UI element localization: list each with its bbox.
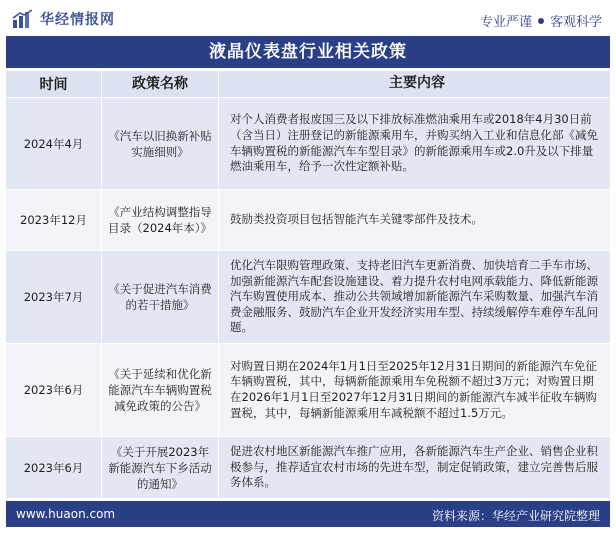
content-cell: 优化汽车限购管理政策、支持老旧汽车更新消费、加快培育二手车市场、加强新能源汽车配套设施建设、着力提升农村电网承载能力、降低新能源汽车购置使用成本、推动公共领域增加新能源汽车采购数量、加强汽车消费金融服务、鼓励汽车企业开发经济实用车型、持续缓解停车难停车乱问题。 (230, 258, 598, 335)
footer-bar (6, 501, 610, 527)
policy-table (6, 71, 610, 499)
slogan-right: 客观科学 (549, 15, 602, 30)
content-cell: 促进农村地区新能源汽车推广应用，各新能源汽车生产企业、销售企业积极参与，推荐适宜农村市场的先进车型，制定促销政策，建立完善售后服务体系。 (230, 444, 598, 490)
table-row (6, 251, 610, 344)
content-cell: 对购置日期在2024年1月1日至2025年12月31日期间的新能源汽车免征车辆购置税，其中，每辆新能源乘用车免税额不超过3万元；对购置日期在2026年1月1日至2027年12月31日期间的新能源汽车减半征收车辆购置税，其中，每辆新能源乘用车减税额不超过1.5万元。 (230, 358, 597, 420)
brand-logo[interactable] (12, 9, 115, 29)
time-cell: 2023年6月 (6, 437, 102, 498)
policy-name-cell: 《关于延续和优化新能源汽车车辆购置税减免政策的公告》 (102, 344, 219, 436)
slogan-left: 专业严谨 (479, 15, 532, 30)
policy-name-cell: 《汽车以旧换新补贴实施细则》 (102, 98, 219, 189)
content-cell: 鼓励类投资项目包括智能汽车关键零部件及技术。 (230, 212, 483, 227)
source-note: 资料来源：华经产业研究院整理 (431, 509, 600, 523)
brand-name: 华经情报网 (40, 12, 115, 28)
policy-name-cell: 《关于促进汽车消费的若干措施》 (102, 251, 219, 343)
time-cell: 2024年4月 (6, 98, 102, 189)
content-cell: 对个人消费者报废国三及以下排放标准燃油乘用车或2018年4月30日前（含当日）注册登记的新能源乘用车，并购买纳入工业和信息化部《减免车辆购置税的新能源汽车车型目录》的新能源乘用车或2.0升及以下排量燃油乘用车，给予一次性定额补贴。 (230, 112, 598, 174)
top-bar (0, 0, 616, 36)
table-row (6, 98, 610, 190)
time-cell: 2023年12月 (6, 190, 102, 250)
column-header-main-content: 主要内容 (389, 75, 445, 92)
table-row (6, 190, 610, 251)
huajing-logo-icon (12, 9, 34, 29)
time-cell: 2023年6月 (6, 344, 102, 436)
bullet-dot-icon (538, 18, 544, 24)
time-cell: 2023年7月 (6, 251, 102, 343)
column-header-time: 时间 (6, 71, 102, 97)
slogan (480, 11, 602, 30)
page-title: 液晶仪表盘行业相关政策 (6, 36, 610, 68)
column-header-policy-name: 政策名称 (102, 71, 219, 97)
policy-name-cell: 《关于开展2023年新能源汽车下乡活动的通知》 (102, 437, 219, 498)
table-row (6, 344, 610, 437)
policy-name-cell: 《产业结构调整指导目录（2024年本）》 (102, 190, 219, 250)
table-header-row (6, 71, 610, 98)
website-link[interactable]: www.huaon.com (16, 507, 116, 521)
table-row (6, 437, 610, 499)
